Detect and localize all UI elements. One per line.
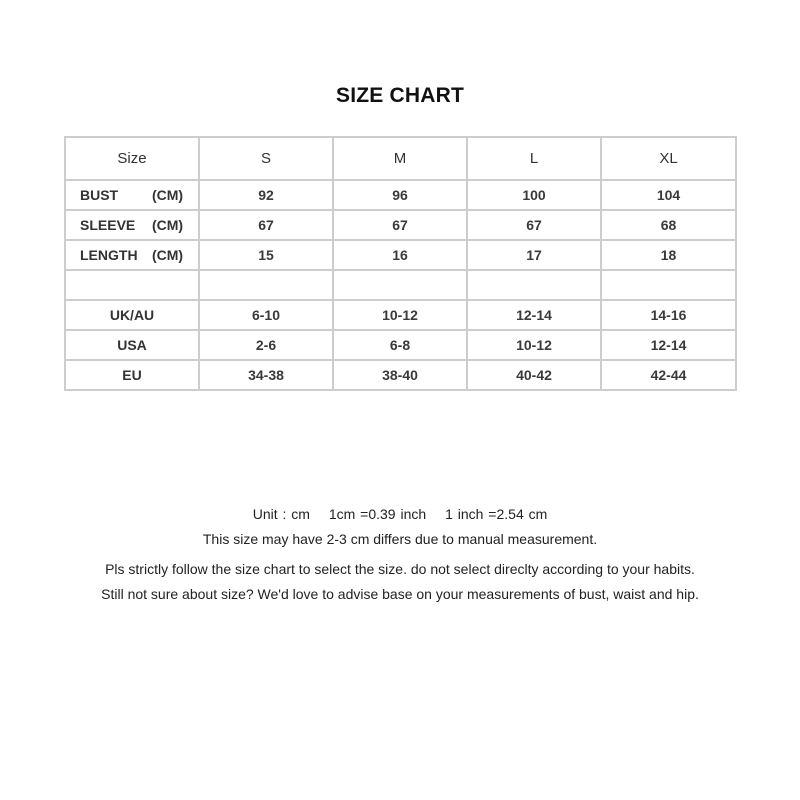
table-cell: 34-38 — [199, 360, 333, 390]
table-cell: 18 — [601, 240, 736, 270]
unit-conversion-note — [0, 506, 800, 522]
table-cell: 42-44 — [601, 360, 736, 390]
unit-text: Unit : cm — [252, 506, 310, 522]
row-label-eu: EU — [65, 360, 199, 390]
row-label-sleeve — [65, 210, 199, 240]
header-cell-m: M — [333, 137, 467, 180]
row-label-bust — [65, 180, 199, 210]
header-row — [65, 137, 736, 180]
table-cell: 96 — [333, 180, 467, 210]
table-row-empty — [65, 270, 736, 300]
table-row-usa — [65, 330, 736, 360]
row-label-usa: USA — [65, 330, 199, 360]
measure-name: SLEEVE — [80, 217, 136, 233]
table-cell: 12-14 — [601, 330, 736, 360]
inch-to-cm-text: 1 inch =2.54 cm — [445, 506, 548, 522]
table-row-sleeve — [65, 210, 736, 240]
table-cell: 14-16 — [601, 300, 736, 330]
table-cell: 67 — [333, 210, 467, 240]
row-label-length — [65, 240, 199, 270]
table-cell: 6-10 — [199, 300, 333, 330]
table-cell: 40-42 — [467, 360, 601, 390]
measure-unit: (CM) — [152, 217, 184, 233]
table-cell: 67 — [199, 210, 333, 240]
empty-cell — [199, 270, 333, 300]
header-cell-size: Size — [65, 137, 199, 180]
table-cell: 10-12 — [333, 300, 467, 330]
advise-note: Still not sure about size? We'd love to advise base on your measurements of bust, waist and hip. — [101, 586, 699, 602]
table-cell: 10-12 — [467, 330, 601, 360]
header-cell-xl: XL — [601, 137, 736, 180]
empty-cell — [601, 270, 736, 300]
empty-cell — [467, 270, 601, 300]
header-cell-s: S — [199, 137, 333, 180]
table-cell: 15 — [199, 240, 333, 270]
empty-cell — [65, 270, 199, 300]
table-row-eu — [65, 360, 736, 390]
cm-to-inch-text: 1cm =0.39 inch — [328, 506, 427, 522]
table-cell: 38-40 — [333, 360, 467, 390]
table-cell: 2-6 — [199, 330, 333, 360]
table-cell: 104 — [601, 180, 736, 210]
table-row-uk-au — [65, 300, 736, 330]
measure-name: LENGTH — [80, 247, 138, 263]
table-cell: 100 — [467, 180, 601, 210]
table-cell: 12-14 — [467, 300, 601, 330]
table-cell: 92 — [199, 180, 333, 210]
measure-name: BUST — [80, 187, 119, 203]
table-cell: 68 — [601, 210, 736, 240]
empty-cell — [333, 270, 467, 300]
size-chart-table — [64, 136, 737, 391]
measure-unit: (CM) — [152, 247, 184, 263]
table-row-bust — [65, 180, 736, 210]
header-cell-l: L — [467, 137, 601, 180]
page-title: SIZE CHART — [336, 84, 464, 107]
table-cell: 6-8 — [333, 330, 467, 360]
table-cell: 16 — [333, 240, 467, 270]
table-row-length — [65, 240, 736, 270]
table-cell: 67 — [467, 210, 601, 240]
measure-unit: (CM) — [152, 187, 184, 203]
row-label-uk-au: UK/AU — [65, 300, 199, 330]
table-cell: 17 — [467, 240, 601, 270]
follow-chart-note: Pls strictly follow the size chart to select the size. do not select direclty according to your habits. — [105, 561, 695, 577]
measurement-diff-note: This size may have 2-3 cm differs due to manual measurement. — [202, 531, 598, 547]
